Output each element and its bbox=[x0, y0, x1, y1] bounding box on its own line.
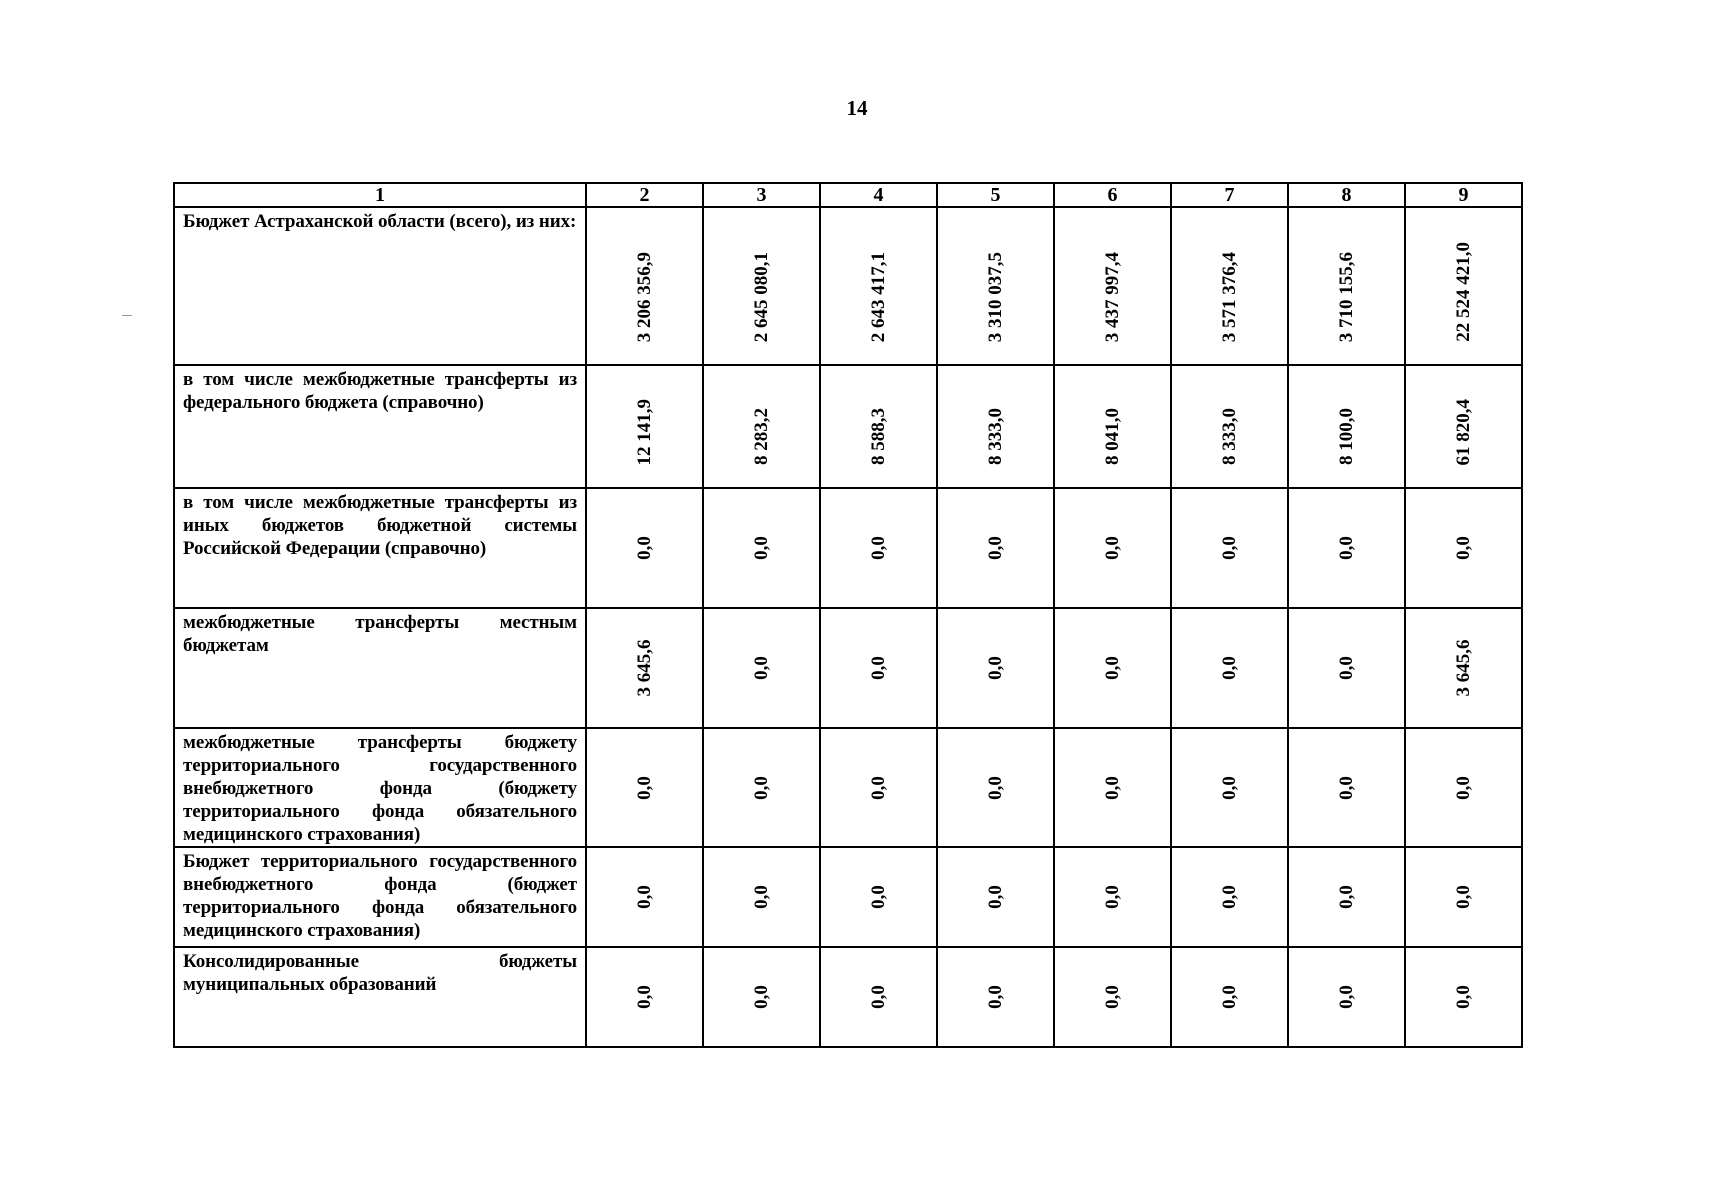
cell-value: 3 645,6 bbox=[1452, 639, 1474, 697]
cell-value: 0,0 bbox=[633, 536, 655, 560]
row-label: в том числе межбюджетные трансферты из иных бюджетов бюджетной системы Российской Федерации (справочно) bbox=[174, 488, 586, 608]
value-cell bbox=[820, 608, 937, 728]
value-cell bbox=[937, 207, 1054, 365]
value-cell bbox=[820, 488, 937, 608]
cell-value: 0,0 bbox=[1335, 985, 1357, 1009]
value-cell bbox=[820, 947, 937, 1047]
cell-value: 0,0 bbox=[1218, 885, 1240, 909]
cell-value: 0,0 bbox=[867, 775, 889, 800]
cell-value: 12 141,9 bbox=[633, 398, 655, 465]
value-cell bbox=[1171, 728, 1288, 847]
value-cell bbox=[1171, 608, 1288, 728]
row-label: Бюджет территориального государственного внебюджетного фонда (бюджет территориального фонда обязательного медицинского страхования) bbox=[174, 847, 586, 947]
cell-value: 0,0 bbox=[1335, 656, 1357, 680]
cell-value: 0,0 bbox=[984, 656, 1006, 680]
header-cell: 1 bbox=[174, 183, 586, 207]
value-cell bbox=[703, 847, 820, 947]
value-cell bbox=[820, 365, 937, 488]
value-cell bbox=[937, 365, 1054, 488]
cell-value: 22 524 421,0 bbox=[1452, 242, 1474, 342]
cell-value: 0,0 bbox=[750, 536, 772, 560]
value-cell bbox=[1288, 947, 1405, 1047]
value-cell bbox=[703, 608, 820, 728]
cell-value: 0,0 bbox=[750, 656, 772, 680]
header-cell: 7 bbox=[1171, 183, 1288, 207]
cell-value: 0,0 bbox=[1452, 775, 1474, 800]
cell-value: 0,0 bbox=[1452, 536, 1474, 560]
value-cell bbox=[1054, 365, 1171, 488]
value-cell bbox=[1288, 847, 1405, 947]
value-cell bbox=[586, 728, 703, 847]
cell-value: 2 643 417,1 bbox=[867, 251, 889, 342]
margin-mark bbox=[122, 315, 132, 316]
cell-value: 0,0 bbox=[633, 885, 655, 909]
value-cell bbox=[1405, 728, 1522, 847]
value-cell bbox=[1171, 488, 1288, 608]
value-cell bbox=[1054, 947, 1171, 1047]
value-cell bbox=[1054, 728, 1171, 847]
value-cell bbox=[703, 488, 820, 608]
cell-value: 3 310 037,5 bbox=[984, 251, 1006, 342]
header-cell: 3 bbox=[703, 183, 820, 207]
value-cell bbox=[1405, 488, 1522, 608]
cell-value: 3 571 376,4 bbox=[1218, 251, 1240, 342]
value-cell bbox=[1405, 207, 1522, 365]
value-cell bbox=[1171, 847, 1288, 947]
value-cell bbox=[586, 207, 703, 365]
value-cell bbox=[820, 207, 937, 365]
cell-value: 0,0 bbox=[1335, 775, 1357, 800]
cell-value: 0,0 bbox=[1101, 775, 1123, 800]
value-cell bbox=[703, 947, 820, 1047]
cell-value: 0,0 bbox=[633, 985, 655, 1009]
table-row bbox=[174, 608, 1522, 728]
cell-value: 0,0 bbox=[984, 775, 1006, 800]
cell-value: 8 283,2 bbox=[750, 408, 772, 465]
cell-value: 0,0 bbox=[1101, 536, 1123, 560]
cell-value: 0,0 bbox=[1218, 775, 1240, 800]
cell-value: 3 710 155,6 bbox=[1335, 251, 1357, 342]
cell-value: 0,0 bbox=[1101, 656, 1123, 680]
cell-value: 0,0 bbox=[1101, 985, 1123, 1009]
cell-value: 8 100,0 bbox=[1335, 408, 1357, 465]
cell-value: 8 588,3 bbox=[867, 408, 889, 465]
value-cell bbox=[1171, 207, 1288, 365]
value-cell bbox=[1288, 488, 1405, 608]
cell-value: 0,0 bbox=[1101, 885, 1123, 909]
cell-value: 0,0 bbox=[867, 985, 889, 1009]
cell-value: 61 820,4 bbox=[1452, 398, 1474, 465]
budget-table bbox=[173, 182, 1523, 1048]
header-cell: 8 bbox=[1288, 183, 1405, 207]
value-cell bbox=[937, 608, 1054, 728]
value-cell bbox=[1405, 365, 1522, 488]
table-row bbox=[174, 488, 1522, 608]
cell-value: 3 645,6 bbox=[633, 639, 655, 697]
table-row bbox=[174, 728, 1522, 847]
cell-value: 0,0 bbox=[1335, 536, 1357, 560]
cell-value: 0,0 bbox=[984, 885, 1006, 909]
value-cell bbox=[1405, 608, 1522, 728]
value-cell bbox=[703, 365, 820, 488]
row-label: Бюджет Астраханской области (всего), из них: bbox=[174, 207, 586, 365]
value-cell bbox=[1054, 207, 1171, 365]
value-cell bbox=[1288, 728, 1405, 847]
value-cell bbox=[820, 847, 937, 947]
cell-value: 0,0 bbox=[633, 775, 655, 800]
table-row bbox=[174, 365, 1522, 488]
cell-value: 8 041,0 bbox=[1101, 408, 1123, 465]
value-cell bbox=[1054, 608, 1171, 728]
value-cell bbox=[1171, 365, 1288, 488]
cell-value: 0,0 bbox=[750, 985, 772, 1009]
value-cell bbox=[937, 847, 1054, 947]
value-cell bbox=[703, 728, 820, 847]
cell-value: 2 645 080,1 bbox=[750, 251, 772, 342]
cell-value: 8 333,0 bbox=[984, 408, 1006, 465]
cell-value: 0,0 bbox=[867, 885, 889, 909]
value-cell bbox=[1405, 947, 1522, 1047]
header-cell: 9 bbox=[1405, 183, 1522, 207]
header-cell: 4 bbox=[820, 183, 937, 207]
value-cell bbox=[937, 488, 1054, 608]
header-cell: 5 bbox=[937, 183, 1054, 207]
row-label: Консолидированные бюджеты муниципальных образований bbox=[174, 947, 586, 1047]
cell-value: 8 333,0 bbox=[1218, 408, 1240, 465]
value-cell bbox=[1054, 847, 1171, 947]
row-label: межбюджетные трансферты бюджету территориального государственного внебюджетного фонда (бюджету территориального фонда обязательного медицинского страхования) bbox=[174, 728, 586, 847]
table-row bbox=[174, 207, 1522, 365]
header-cell: 2 bbox=[586, 183, 703, 207]
cell-value: 3 437 997,4 bbox=[1101, 251, 1123, 342]
cell-value: 0,0 bbox=[1218, 656, 1240, 680]
page-number: 14 bbox=[846, 96, 868, 120]
table-row bbox=[174, 847, 1522, 947]
value-cell bbox=[586, 947, 703, 1047]
value-cell bbox=[586, 847, 703, 947]
value-cell bbox=[1405, 847, 1522, 947]
cell-value: 0,0 bbox=[984, 536, 1006, 560]
row-label: межбюджетные трансферты местным бюджетам bbox=[174, 608, 586, 728]
value-cell bbox=[820, 728, 937, 847]
value-cell bbox=[586, 608, 703, 728]
cell-value: 0,0 bbox=[984, 985, 1006, 1009]
value-cell bbox=[1288, 365, 1405, 488]
header-row bbox=[174, 183, 1522, 207]
value-cell bbox=[1171, 947, 1288, 1047]
value-cell bbox=[937, 728, 1054, 847]
value-cell bbox=[1288, 207, 1405, 365]
cell-value: 0,0 bbox=[867, 656, 889, 680]
table-row bbox=[174, 947, 1522, 1047]
cell-value: 3 206 356,9 bbox=[633, 251, 655, 342]
cell-value: 0,0 bbox=[1452, 985, 1474, 1009]
value-cell bbox=[703, 207, 820, 365]
cell-value: 0,0 bbox=[750, 775, 772, 800]
value-cell bbox=[1054, 488, 1171, 608]
cell-value: 0,0 bbox=[1218, 536, 1240, 560]
cell-value: 0,0 bbox=[750, 885, 772, 909]
header-cell: 6 bbox=[1054, 183, 1171, 207]
cell-value: 0,0 bbox=[1218, 985, 1240, 1009]
value-cell bbox=[586, 365, 703, 488]
value-cell bbox=[937, 947, 1054, 1047]
value-cell bbox=[1288, 608, 1405, 728]
cell-value: 0,0 bbox=[867, 536, 889, 560]
cell-value: 0,0 bbox=[1335, 885, 1357, 909]
cell-value: 0,0 bbox=[1452, 885, 1474, 909]
value-cell bbox=[586, 488, 703, 608]
row-label: в том числе межбюджетные трансферты из федерального бюджета (справочно) bbox=[174, 365, 586, 488]
